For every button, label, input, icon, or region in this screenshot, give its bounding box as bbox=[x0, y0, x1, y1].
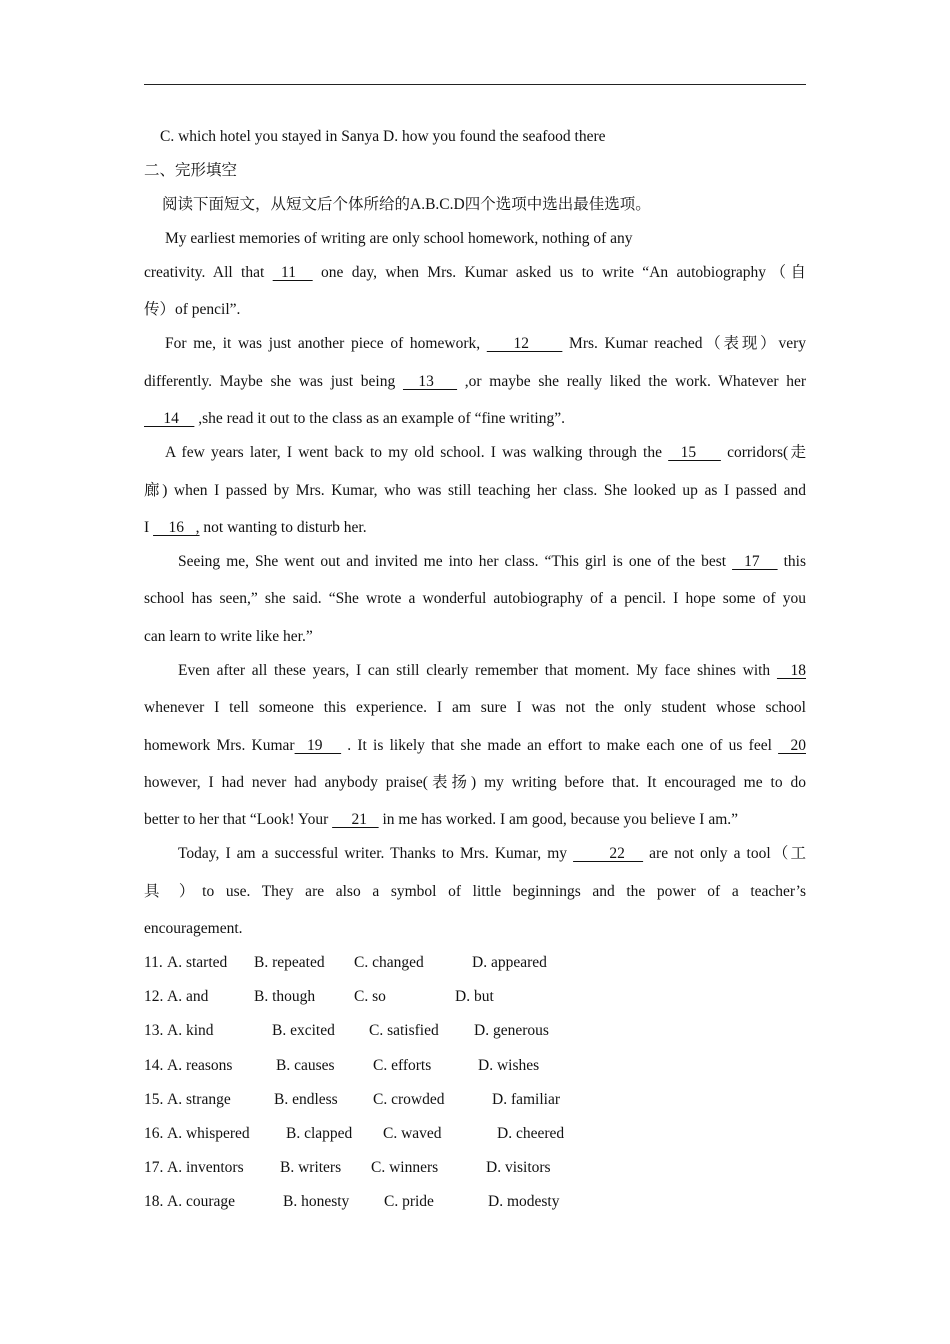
option-a: A. inventors bbox=[167, 1159, 244, 1176]
text: in me has worked. I am good, because you believe I am.” bbox=[378, 811, 739, 828]
option-b: B. writers bbox=[280, 1159, 342, 1176]
q-number: 15. bbox=[144, 1091, 164, 1108]
q-number: 12. bbox=[144, 988, 164, 1005]
p6-line1 bbox=[178, 844, 806, 864]
instruction: 阅读下面短文，从短文后个体所给的A.B.C.D四个选项中选出最佳选项。 bbox=[162, 196, 651, 213]
blank-14: 14 bbox=[144, 410, 195, 427]
option-a: A. and bbox=[167, 988, 209, 1005]
p3-line2: 廊) when I passed by Mrs. Kumar, who was still teaching her class. She looked up as I passed and bbox=[144, 482, 806, 499]
q-number: 16. bbox=[144, 1125, 164, 1142]
text: Today, I am a successful writer. Thanks to Mrs. Kumar, my bbox=[178, 845, 574, 862]
text: . It is likely that she made an effort to make each one of us feel bbox=[341, 737, 779, 754]
option-d: D. visitors bbox=[486, 1159, 551, 1176]
text: I bbox=[144, 519, 154, 536]
option-b: B. causes bbox=[276, 1057, 335, 1074]
p5-line1 bbox=[178, 661, 806, 681]
p4-line1 bbox=[178, 552, 806, 572]
blank-11: 11 bbox=[272, 264, 313, 281]
option-d: D. but bbox=[455, 988, 494, 1005]
p6-line3: encouragement. bbox=[144, 920, 243, 937]
text: ,she read it out to the class as an example of “fine writing”. bbox=[194, 410, 565, 427]
p4-line3: can learn to write like her.” bbox=[144, 628, 313, 645]
top-option-line: C. which hotel you stayed in Sanya D. how you found the seafood there bbox=[160, 128, 606, 145]
option-b: B. repeated bbox=[254, 954, 325, 971]
blank-16: 16 , bbox=[153, 519, 200, 536]
option-d: D. cheered bbox=[497, 1125, 565, 1142]
text: corridors(走 bbox=[720, 444, 807, 461]
option-d: D. appeared bbox=[472, 954, 547, 971]
q-number: 11. bbox=[144, 954, 163, 971]
option-d: D. generous bbox=[474, 1022, 549, 1039]
option-a: A. kind bbox=[167, 1022, 214, 1039]
option-a: A. started bbox=[167, 954, 228, 971]
p5-line2: whenever I tell someone this experience. I am sure I was not the only student whose school bbox=[144, 699, 806, 716]
p3-line3 bbox=[144, 518, 806, 538]
option-d: D. modesty bbox=[488, 1193, 560, 1210]
q-number: 14. bbox=[144, 1057, 164, 1074]
option-d: D. familiar bbox=[492, 1091, 561, 1108]
text: ,or maybe she really liked the work. Whatever her bbox=[457, 373, 807, 390]
p2-line3 bbox=[144, 409, 806, 429]
option-c: C. changed bbox=[354, 954, 424, 971]
blank-20: 20 bbox=[778, 737, 806, 754]
option-c: C. crowded bbox=[373, 1091, 445, 1108]
blank-21: 21 bbox=[332, 811, 379, 828]
q-number: 18. bbox=[144, 1193, 164, 1210]
blank-18: 18 bbox=[776, 662, 806, 679]
text: For me, it was just another piece of homework, bbox=[165, 335, 487, 352]
text: not wanting to disturb her. bbox=[199, 519, 367, 536]
option-c: C. satisfied bbox=[369, 1022, 439, 1039]
option-b: B. excited bbox=[272, 1022, 335, 1039]
p4-line2: school has seen,” she said. “She wrote a wonderful autobiography of a pencil. I hope some of you bbox=[144, 590, 806, 607]
p5-line3 bbox=[144, 736, 806, 756]
q-number: 17. bbox=[144, 1159, 164, 1176]
text: differently. Maybe she was just being bbox=[144, 373, 403, 390]
option-a: A. reasons bbox=[167, 1057, 233, 1074]
blank-15: 15 bbox=[668, 444, 721, 461]
q-number: 13. bbox=[144, 1022, 164, 1039]
p5-line5 bbox=[144, 810, 806, 830]
blank-19: 19 bbox=[294, 737, 342, 754]
p2-line2 bbox=[144, 372, 806, 392]
text: creativity. All that bbox=[144, 264, 273, 281]
text: one day, when Mrs. Kumar asked us to write “An autobiography（自 bbox=[312, 264, 806, 281]
p3-line1 bbox=[165, 443, 806, 463]
header-rule bbox=[144, 84, 806, 85]
option-c: C. waved bbox=[383, 1125, 442, 1142]
text: Even after all these years, I can still clearly remember that moment. My face shines with bbox=[178, 662, 777, 679]
option-c: C. efforts bbox=[373, 1057, 432, 1074]
option-b: B. clapped bbox=[286, 1125, 353, 1142]
blank-13: 13 bbox=[402, 373, 458, 390]
blank-22: 22 bbox=[573, 845, 644, 862]
option-c: C. pride bbox=[384, 1193, 434, 1210]
text: A few years later, I went back to my old school. I was walking through the bbox=[165, 444, 669, 461]
p1-line2 bbox=[144, 263, 806, 283]
text: Seeing me, She went out and invited me into her class. “This girl is one of the best bbox=[178, 553, 733, 570]
section-title: 二、完形填空 bbox=[144, 162, 238, 179]
text: better to her that “Look! Your bbox=[144, 811, 333, 828]
p1-line3: 传）of pencil”. bbox=[144, 301, 241, 318]
option-a: A. strange bbox=[167, 1091, 231, 1108]
option-b: B. honesty bbox=[283, 1193, 350, 1210]
option-a: A. courage bbox=[167, 1193, 235, 1210]
p2-line1 bbox=[165, 334, 806, 354]
p6-line2: 具 ）to use. They are also a symbol of little beginnings and the power of a teacher’s bbox=[144, 883, 806, 900]
option-b: B. endless bbox=[274, 1091, 338, 1108]
option-c: C. winners bbox=[371, 1159, 439, 1176]
text: Mrs. Kumar reached（表现）very bbox=[562, 335, 806, 352]
option-d: D. wishes bbox=[478, 1057, 540, 1074]
text: are not only a tool（工 bbox=[643, 845, 807, 862]
option-c: C. so bbox=[354, 988, 386, 1005]
p1-line1: My earliest memories of writing are only school homework, nothing of any bbox=[165, 230, 633, 247]
option-a: A. whispered bbox=[167, 1125, 250, 1142]
text: this bbox=[777, 553, 806, 570]
text: homework Mrs. Kumar bbox=[144, 737, 295, 754]
option-b: B. though bbox=[254, 988, 316, 1005]
p5-line4: however, I had never had anybody praise(表扬) my writing before that. It encouraged me to do bbox=[144, 774, 806, 791]
blank-17: 17 bbox=[732, 553, 778, 570]
blank-12: 12 bbox=[486, 335, 563, 352]
